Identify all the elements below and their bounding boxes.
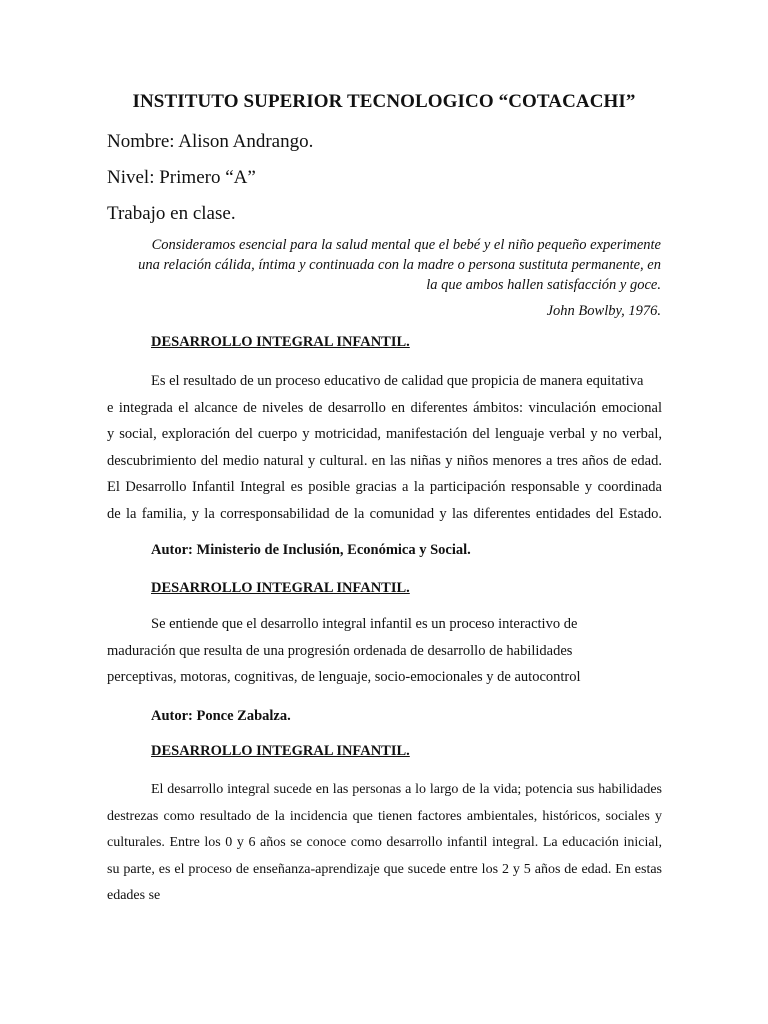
paragraph-line: maduración que resulta de una progresión ordenada de desarrollo de habilidades [107,642,573,659]
paragraph-line: su parte, es el proceso de enseñanza-aprendizaje que sucede entre los 2 y 5 años de edad. En estas [107,861,662,877]
paragraph-line: descubrimiento del medio natural y cultural. en las niñas y niños menores a tres años de edad. [107,452,662,469]
epigraph-line: una relación cálida, íntima y continuada con la madre o persona sustituta permanente, en [138,257,661,273]
section-author: Autor: Ponce Zabalza. [151,708,291,724]
section-paragraph [107,611,662,691]
student-name: Nombre: Alison Andrango. [107,131,314,152]
section-paragraph [107,368,662,527]
paragraph-line: y social, exploración del cuerpo y motricidad, manifestación del lenguaje verbal y no verbal, [107,426,662,442]
paragraph-line: Es el resultado de un proceso educativo de calidad que propicia de manera equitativa [151,373,644,389]
section-author: Autor: Ministerio de Inclusión, Económica y Social. [151,542,471,558]
epigraph-author: John Bowlby, 1976. [546,303,661,319]
epigraph-quote [100,235,661,295]
paragraph-line: culturales. Entre los 0 y 6 años se conoce como desarrollo infantil integral. La educación inicial, [107,835,662,850]
section-heading: DESARROLLO INTEGRAL INFANTIL. [151,580,410,596]
paragraph-line: destrezas como resultado de la incidencia que tienen factores ambientales, históricos, sociales y [107,808,662,824]
section-paragraph [107,777,662,910]
work-type: Trabajo en clase. [107,203,236,224]
section-heading: DESARROLLO INTEGRAL INFANTIL. [151,334,410,350]
paragraph-line: Se entiende que el desarrollo integral infantil es un proceso interactivo de [151,616,578,632]
paragraph-line: de la familia, y la corresponsabilidad de la comunidad y las diferentes entidades del Estado. [107,505,662,522]
section-heading: DESARROLLO INTEGRAL INFANTIL. [151,743,410,759]
epigraph-line: Consideramos esencial para la salud mental que el bebé y el niño pequeño experimente [151,237,661,253]
institute-title: INSTITUTO SUPERIOR TECNOLOGICO “COTACACHI” [132,91,636,112]
epigraph-line: la que ambos hallen satisfacción y goce. [426,277,661,293]
paragraph-line: e integrada el alcance de niveles de desarrollo en diferentes ámbitos: vinculación emocional [107,399,662,416]
paragraph-line: El desarrollo integral sucede en las personas a lo largo de la vida; potencia sus habilidades [151,782,662,797]
paragraph-line: El Desarrollo Infantil Integral es posible gracias a la participación responsable y coordinada [107,479,662,495]
student-level: Nivel: Primero “A” [107,167,256,188]
paragraph-line: edades se [107,888,161,903]
paragraph-line: perceptivas, motoras, cognitivas, de lenguaje, socio-emocionales y de autocontrol [107,669,581,685]
